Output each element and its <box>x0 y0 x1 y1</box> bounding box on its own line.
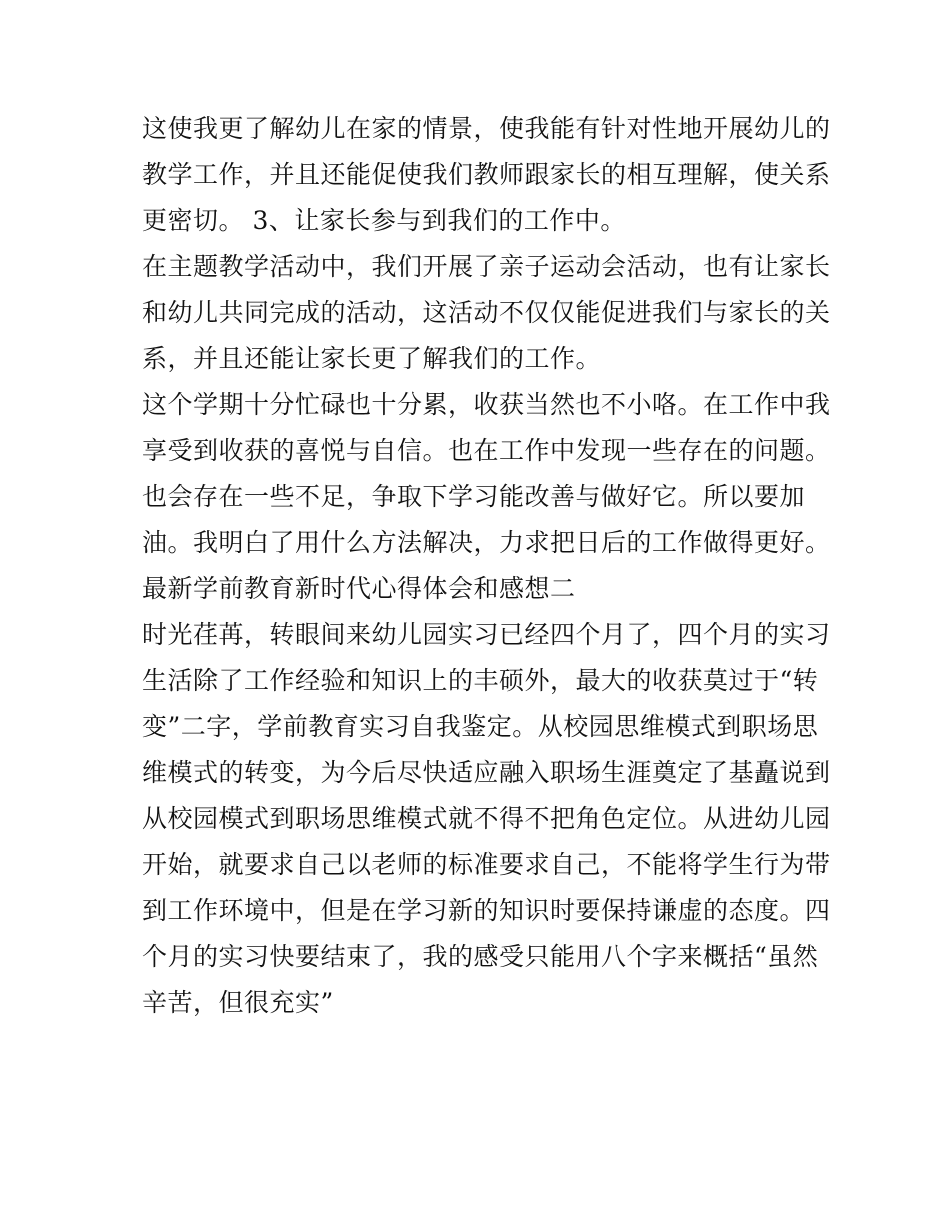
text-line: 辛苦，但很充实” <box>142 988 334 1017</box>
section-heading: 最新学前教育新时代心得体会和感想二 <box>142 574 576 603</box>
text-line: 个月的实习快要结束了，我的感受只能用八个字来概括“虽然 <box>142 942 819 971</box>
text-line: 更密切。 3、让家长参与到我们的工作中。 <box>142 206 626 235</box>
text-line: 享受到收获的喜悦与自信。也在工作中发现一些存在的问题。 <box>142 436 831 465</box>
text-line: 这使我更了解幼儿在家的情景，使我能有针对性地开展幼儿的 <box>142 114 831 143</box>
text-line: 变”二字，学前教育实习自我鉴定。从校园思维模式到职场思 <box>142 712 819 741</box>
text-line: 从校园模式到职场思维模式就不得不把角色定位。从进幼儿园 <box>142 804 831 833</box>
text-line: 到工作环境中，但是在学习新的知识时要保持谦虚的态度。四 <box>142 896 831 925</box>
text-line: 教学工作，并且还能促使我们教师跟家长的相互理解，使关系 <box>142 160 831 189</box>
text-line: 时光荏苒，转眼间来幼儿园实习已经四个月了，四个月的实习 <box>142 620 831 649</box>
text-line: 和幼儿共同完成的活动，这活动不仅仅能促进我们与家长的关 <box>142 298 831 327</box>
text-line: 在主题教学活动中，我们开展了亲子运动会活动，也有让家长 <box>142 252 831 281</box>
text-line: 生活除了工作经验和知识上的丰硕外，最大的收获莫过于“转 <box>142 666 819 695</box>
document-body <box>142 106 831 1026</box>
text-line: 维模式的转变，为今后尽快适应融入职场生涯奠定了基矗说到 <box>142 758 831 787</box>
text-line: 这个学期十分忙碌也十分累，收获当然也不小咯。在工作中我 <box>142 390 831 419</box>
text-line: 系，并且还能让家长更了解我们的工作。 <box>142 344 602 373</box>
text-line: 开始，就要求自己以老师的标准要求自己，不能将学生行为带 <box>142 850 831 879</box>
text-line: 油。我明白了用什么方法解决，力求把日后的工作做得更好。 <box>142 528 831 557</box>
text-line: 也会存在一些不足，争取下学习能改善与做好它。所以要加 <box>142 482 806 511</box>
